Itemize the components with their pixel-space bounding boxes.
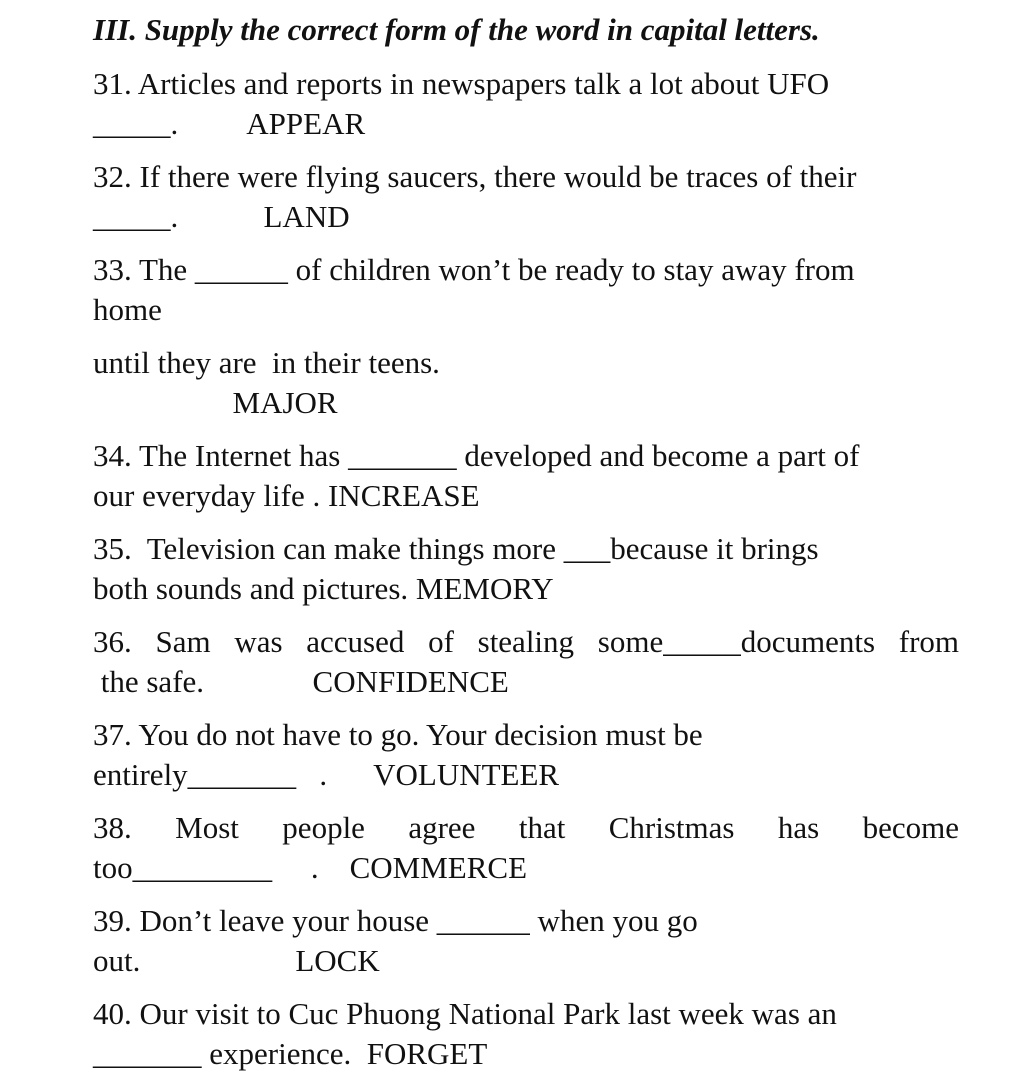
- question-36-line-2: the safe. CONFIDENCE: [93, 664, 509, 699]
- question-38-line-1: 38. Most people agree that Christmas has become: [93, 810, 959, 845]
- question-33-line-4: MAJOR: [93, 385, 338, 420]
- question-36-line-1: 36. Sam was accused of stealing some_____documents from: [93, 624, 959, 659]
- question-35-line-2: both sounds and pictures. MEMORY: [93, 571, 554, 606]
- question-33-line-3: until they are in their teens.: [93, 345, 440, 380]
- question-37-line-1: 37. You do not have to go. Your decision must be: [93, 717, 703, 752]
- question-33-line-2: home: [93, 292, 162, 327]
- question-34-line-1: 34. The Internet has _______ developed and become a part of: [93, 438, 860, 473]
- question-39-line-2: out. LOCK: [93, 943, 380, 978]
- question-31-line-2: _____. APPEAR: [93, 106, 366, 141]
- question-37-line-2: entirely_______ . VOLUNTEER: [93, 757, 560, 792]
- question-34-line-2: our everyday life . INCREASE: [93, 478, 480, 513]
- question-40-line-2: _______ experience. FORGET: [93, 1036, 488, 1071]
- question-33-line-1: 33. The ______ of children won’t be ready to stay away from: [93, 252, 855, 287]
- question-32-line-2: _____. LAND: [93, 199, 350, 234]
- question-39-line-1: 39. Don’t leave your house ______ when you go: [93, 903, 698, 938]
- question-31-line-1: 31. Articles and reports in newspapers talk a lot about UFO: [93, 66, 830, 101]
- question-40-line-1: 40. Our visit to Cuc Phuong National Park last week was an: [93, 996, 837, 1031]
- question-32-line-1: 32. If there were flying saucers, there would be traces of their: [93, 159, 857, 194]
- question-35-line-1: 35. Television can make things more ___because it brings: [93, 531, 819, 566]
- section-title: III. Supply the correct form of the word in capital letters.: [93, 12, 820, 47]
- question-38-line-2: too_________ . COMMERCE: [93, 850, 528, 885]
